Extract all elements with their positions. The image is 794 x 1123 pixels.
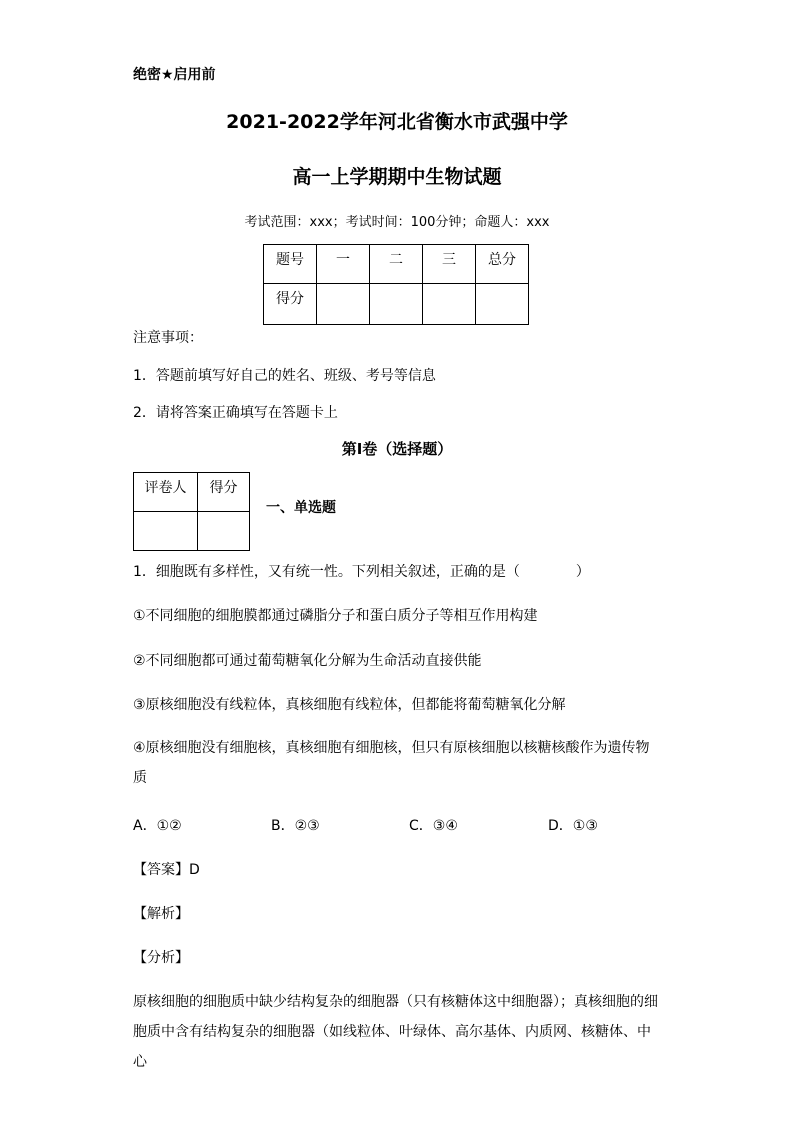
score-cell [317,284,370,325]
question-statement: ③原核细胞没有线粒体，真核细胞有线粒体，但都能将葡萄糖氧化分解 [133,697,566,713]
score-header-3: 三 [423,245,476,284]
analysis-label: 【解析】 [133,906,189,922]
exam-info: 考试范围：xxx；考试时间：100分钟；命题人：xxx [244,215,550,230]
fenxi-label: 【分析】 [133,950,189,966]
notes-title: 注意事项： [133,330,203,346]
question-stem: 1．细胞既有多样性，又有统一性。下列相关叙述，正确的是（ ） [133,564,590,580]
score-header-number: 题号 [264,245,317,284]
score-row-label: 得分 [264,284,317,325]
option-c: C．③④ [409,818,458,834]
question-statement: ④原核细胞没有细胞核，真核细胞有细胞核，但只有原核细胞以核糖核酸作为遗传物质 [133,740,650,786]
option-a: A．①② [133,818,182,834]
exam-title-line2: 高一上学期期中生物试题 [292,166,502,188]
score-header-2: 二 [370,245,423,284]
notes-item: 1．答题前填写好自己的姓名、班级、考号等信息 [133,368,436,384]
question-statement: ①不同细胞的细胞膜都通过磷脂分子和蛋白质分子等相互作用构建 [133,608,538,624]
part-title: 一、单选题 [266,500,336,516]
question-statement: ②不同细胞都可通过葡萄糖氧化分解为生命活动直接供能 [133,653,482,669]
exam-title-line1: 2021-2022学年河北省衡水市武强中学 [226,111,568,133]
score-header-total: 总分 [476,245,529,284]
analysis-text: 原核细胞的细胞质中缺少结构复杂的细胞器（只有核糖体这中细胞器）；真核细胞的细胞质中含有结构复杂的细胞器（如线粒体、叶绿体、高尔基体、内质网、核糖体、中心 [133,994,658,1070]
secret-label: 绝密★启用前 [133,67,216,83]
score-cell [370,284,423,325]
reviewer-table [133,472,250,551]
answer: 【答案】D [133,862,200,878]
reviewer-header: 评卷人 [134,473,198,512]
reviewer-score-cell [198,512,250,551]
score-cell [476,284,529,325]
reviewer-score-header: 得分 [198,473,250,512]
notes-item: 2．请将答案正确填写在答题卡上 [133,405,338,421]
score-cell [423,284,476,325]
score-header-1: 一 [317,245,370,284]
option-d: D．①③ [548,818,598,834]
option-b: B．②③ [271,818,320,834]
score-table [263,244,529,325]
reviewer-cell [134,512,198,551]
section-title: 第I卷（选择题） [341,440,453,458]
